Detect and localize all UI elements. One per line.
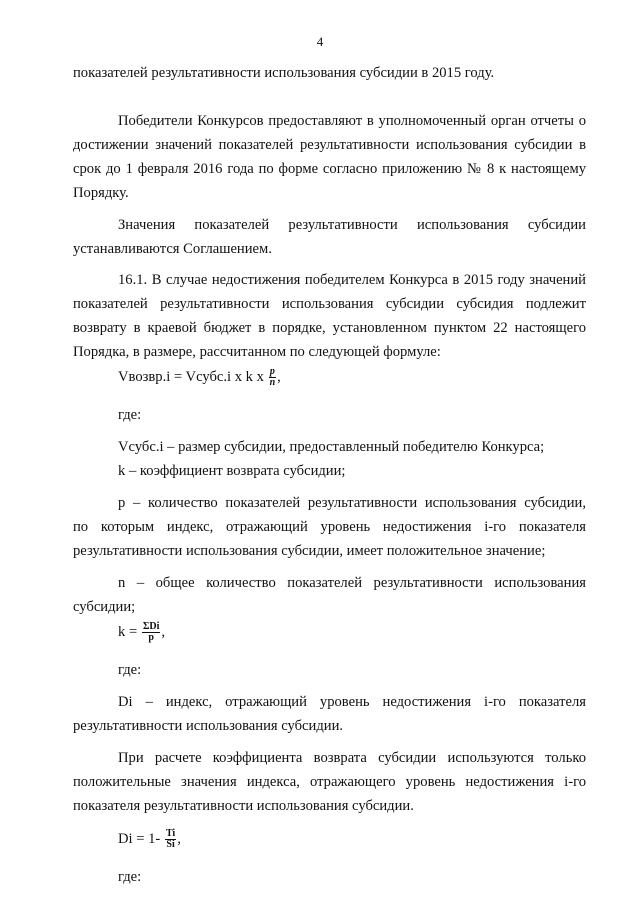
paragraph-line: результативности использования субсидии. bbox=[73, 718, 344, 734]
formula-lhs: k = bbox=[118, 623, 138, 640]
formula-index bbox=[118, 829, 181, 850]
formula-tail: , bbox=[161, 623, 166, 640]
paragraph-line: результативности использования субсидии, имеет положительное значение; bbox=[73, 543, 546, 559]
fraction-numerator: p bbox=[269, 366, 275, 377]
paragraph-line: Порядку. bbox=[73, 185, 129, 201]
paragraph-line: срок до 1 февраля 2016 года по форме согласно приложению № 8 к настоящему bbox=[73, 161, 586, 177]
paragraph-line: положительные значения индекса, отражающего уровень недостижения i-го bbox=[73, 774, 586, 790]
paragraph-line: n – общее количество показателей результативности использования bbox=[118, 575, 586, 591]
text-line: показателей результативности использования субсидии в 2015 году. bbox=[73, 65, 495, 81]
text-line: где: bbox=[118, 662, 142, 678]
paragraph-line: показателей результативности использования субсидии субсидия подлежит bbox=[73, 296, 586, 312]
formula-fraction bbox=[269, 367, 277, 388]
paragraph-line: Порядка, в размере, рассчитанном по следующей формуле: bbox=[73, 344, 441, 360]
fraction-numerator: ΣDi bbox=[142, 621, 160, 632]
paragraph-line: устанавливаются Соглашением. bbox=[73, 241, 272, 257]
text-line: k – коэффициент возврата субсидии; bbox=[118, 463, 346, 479]
paragraph-line: При расчете коэффициента возврата субсидии используются только bbox=[118, 750, 586, 766]
paragraph-line: Di – индекс, отражающий уровень недостижения i-го показателя bbox=[118, 694, 586, 710]
formula-lhs: Vвозвр.i = Vсубс.i x k x bbox=[118, 368, 264, 385]
page-number: 4 bbox=[316, 34, 324, 49]
paragraph-line: субсидии; bbox=[73, 599, 136, 615]
text-line: где: bbox=[118, 407, 142, 423]
formula-return-amount bbox=[118, 367, 281, 388]
paragraph-line: возврату в краевой бюджет в порядке, установленном пунктом 22 настоящего bbox=[73, 320, 586, 336]
paragraph-line: показателя результативности использования субсидии. bbox=[73, 798, 414, 814]
paragraph-line: достижении значений показателей результативности использования субсидии в bbox=[73, 137, 586, 153]
paragraph-line: Победители Конкурсов предоставляют в уполномоченный орган отчеты о bbox=[118, 113, 586, 129]
text-line: где: bbox=[118, 869, 142, 885]
formula-fraction bbox=[142, 622, 161, 643]
fraction-denominator: n bbox=[269, 377, 276, 388]
fraction-numerator: Ti bbox=[165, 828, 176, 839]
formula-tail: , bbox=[177, 830, 181, 847]
formula-fraction bbox=[165, 829, 176, 850]
formula-lhs: Di = 1- bbox=[118, 830, 161, 847]
formula-coefficient bbox=[118, 622, 165, 643]
paragraph-line: Значения показателей результативности использования субсидии bbox=[118, 217, 586, 233]
paragraph-line: по которым индекс, отражающий уровень недостижения i-го показателя bbox=[73, 519, 586, 535]
fraction-denominator: p bbox=[148, 632, 154, 643]
formula-tail: , bbox=[277, 368, 281, 385]
paragraph-line: 16.1. В случае недостижения победителем Конкурса в 2015 году значений bbox=[118, 272, 586, 288]
text-line: Vсубс.i – размер субсидии, предоставленный победителю Конкурса; bbox=[118, 439, 545, 455]
fraction-denominator: Si bbox=[166, 839, 175, 850]
paragraph-line: p – количество показателей результативности использования субсидии, bbox=[118, 495, 586, 511]
